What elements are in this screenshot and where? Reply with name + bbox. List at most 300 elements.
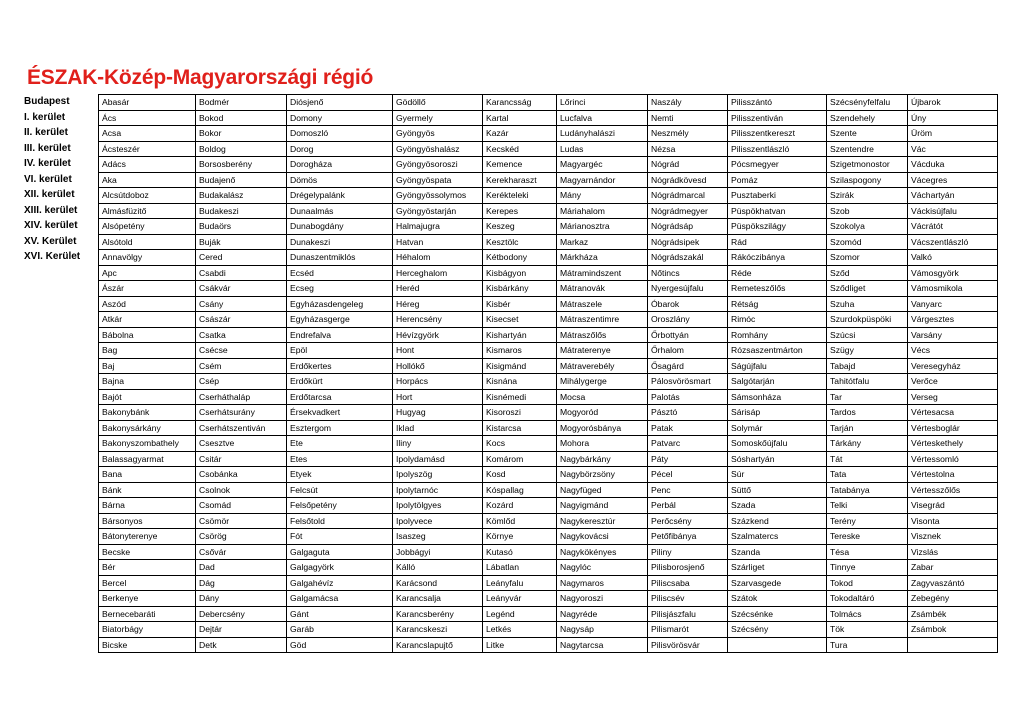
settlement-cell: Mátraszentimre: [557, 312, 648, 328]
settlement-cell: Magyargéc: [557, 157, 648, 173]
settlement-cell: Mátraterenye: [557, 343, 648, 359]
settlement-cell: Visonta: [908, 513, 998, 529]
settlement-cell: Szomód: [827, 234, 908, 250]
table-row: [99, 420, 998, 436]
settlement-cell: Baj: [99, 358, 196, 374]
settlement-cell: Rákóczibánya: [728, 250, 827, 266]
settlement-cell: Piliny: [648, 544, 728, 560]
settlement-cell: Dömös: [287, 172, 393, 188]
settlement-cell: Domoszló: [287, 126, 393, 142]
settlement-cell: Nagytarcsa: [557, 637, 648, 653]
settlement-cell: Alcsútdoboz: [99, 188, 196, 204]
settlement-cell: Szécsény: [728, 622, 827, 638]
settlement-cell: Almásfüzitő: [99, 203, 196, 219]
settlement-cell: Petőfibánya: [648, 529, 728, 545]
table-row: [99, 451, 998, 467]
settlement-cell: Sóshartyán: [728, 451, 827, 467]
settlement-cell: Óbarok: [648, 296, 728, 312]
settlement-cell: Perbál: [648, 498, 728, 514]
district-label: Budapest: [24, 96, 70, 107]
table-row: [99, 560, 998, 576]
settlement-cell: Tárkány: [827, 436, 908, 452]
settlement-cell: Gyöngyössolymos: [393, 188, 483, 204]
settlement-cell: Nógrádsipek: [648, 234, 728, 250]
settlement-cell: Hugyag: [393, 405, 483, 421]
settlement-cell: Veresegyház: [908, 358, 998, 374]
settlement-cell: Pilisborosjenő: [648, 560, 728, 576]
settlement-cell: Szente: [827, 126, 908, 142]
settlement-cell: Nógrádkövesd: [648, 172, 728, 188]
settlement-cell: Hont: [393, 343, 483, 359]
settlement-cell: Vértessomló: [908, 451, 998, 467]
settlement-cell: Márianosztra: [557, 219, 648, 235]
settlement-cell: Pilisszentkereszt: [728, 126, 827, 142]
settlement-cell: Kisbárkány: [483, 281, 557, 297]
settlement-cell: Érsekvadkert: [287, 405, 393, 421]
settlement-cell: Iklad: [393, 420, 483, 436]
settlement-cell: Váchartyán: [908, 188, 998, 204]
settlement-cell: Karácsond: [393, 575, 483, 591]
settlement-cell: Szécsényfelfalu: [827, 95, 908, 111]
table-row: [99, 126, 998, 142]
district-label: XVI. Kerület: [24, 251, 81, 262]
settlement-cell: Debercsény: [196, 606, 287, 622]
settlement-cell: Szécsénke: [728, 606, 827, 622]
settlement-cell: Kazár: [483, 126, 557, 142]
settlement-cell: Nagylóc: [557, 560, 648, 576]
settlement-cell: Nyergesújfalu: [648, 281, 728, 297]
settlement-cell: Környe: [483, 529, 557, 545]
settlement-cell: Heréd: [393, 281, 483, 297]
settlement-cell: Verőce: [908, 374, 998, 390]
settlement-cell: Nagyfüged: [557, 482, 648, 498]
settlement-cell: Bánk: [99, 482, 196, 498]
settlement-cell: Csécse: [196, 343, 287, 359]
settlement-cell: Tinnye: [827, 560, 908, 576]
settlement-cell: Ludas: [557, 141, 648, 157]
table-row: [99, 591, 998, 607]
table-row: [99, 405, 998, 421]
settlement-cell: Mátraszőlős: [557, 327, 648, 343]
settlement-cell: Vécs: [908, 343, 998, 359]
settlement-cell: Ősagárd: [648, 358, 728, 374]
settlement-cell: Magyarnándor: [557, 172, 648, 188]
settlement-cell: Üröm: [908, 126, 998, 142]
settlement-cell: Zagyvaszántó: [908, 575, 998, 591]
settlement-cell: Drégelypalánk: [287, 188, 393, 204]
settlement-cell: Visegrád: [908, 498, 998, 514]
settlement-cell: Gyöngyösoroszi: [393, 157, 483, 173]
settlement-cell: Nógrád: [648, 157, 728, 173]
settlement-cell: Ács: [99, 110, 196, 126]
settlement-cell: Pálosvörösmart: [648, 374, 728, 390]
settlement-cell: Egyházasgerge: [287, 312, 393, 328]
settlement-cell: Bér: [99, 560, 196, 576]
settlement-cell: Cserhátsurány: [196, 405, 287, 421]
settlement-cell: Bokor: [196, 126, 287, 142]
settlement-cell: Alsópetény: [99, 219, 196, 235]
settlement-cell: Ipolyvece: [393, 513, 483, 529]
settlement-cell: Kálló: [393, 560, 483, 576]
settlement-cell: Gödöllő: [393, 95, 483, 111]
settlement-cell: Visznek: [908, 529, 998, 545]
settlement-cell: Legénd: [483, 606, 557, 622]
settlement-cell: Császár: [196, 312, 287, 328]
settlement-cell: Atkár: [99, 312, 196, 328]
settlement-cell: Sződ: [827, 265, 908, 281]
settlement-cell: Erdőkertes: [287, 358, 393, 374]
settlement-cell: Vértesboglár: [908, 420, 998, 436]
settlement-cell: Nézsa: [648, 141, 728, 157]
settlement-cell: Szob: [827, 203, 908, 219]
table-row: [99, 95, 998, 111]
settlement-cell: Kétbodony: [483, 250, 557, 266]
table-row: [99, 622, 998, 638]
settlement-cell: Szada: [728, 498, 827, 514]
settlement-cell: Bajót: [99, 389, 196, 405]
settlement-cell: Patvarc: [648, 436, 728, 452]
settlement-cell: Kisbágyon: [483, 265, 557, 281]
settlement-cell: Rád: [728, 234, 827, 250]
settlement-cell: Nógrádsáp: [648, 219, 728, 235]
settlement-cell: Ipolytarnóc: [393, 482, 483, 498]
settlement-cell: Nagysáp: [557, 622, 648, 638]
settlement-cell: Nagykökényes: [557, 544, 648, 560]
settlement-cell: Csővár: [196, 544, 287, 560]
settlement-cell: Sámsonháza: [728, 389, 827, 405]
settlement-table: [98, 94, 998, 653]
settlement-cell: Isaszeg: [393, 529, 483, 545]
settlement-cell: Karancskeszi: [393, 622, 483, 638]
table-row: [99, 513, 998, 529]
settlement-cell: Bercel: [99, 575, 196, 591]
settlement-cell: Kesztölc: [483, 234, 557, 250]
table-row: [99, 327, 998, 343]
settlement-cell: Szomor: [827, 250, 908, 266]
settlement-cell: Úny: [908, 110, 998, 126]
settlement-cell: Penc: [648, 482, 728, 498]
settlement-cell: Felcsút: [287, 482, 393, 498]
settlement-cell: Pilisszentiván: [728, 110, 827, 126]
settlement-cell: Csesztve: [196, 436, 287, 452]
settlement-cell: Mohora: [557, 436, 648, 452]
settlement-cell: Somoskőújfalu: [728, 436, 827, 452]
settlement-cell: Bajna: [99, 374, 196, 390]
settlement-cell: Zsámbok: [908, 622, 998, 638]
settlement-cell: Gyöngyöspata: [393, 172, 483, 188]
settlement-cell: Nógrádmarcal: [648, 188, 728, 204]
settlement-cell: Kemence: [483, 157, 557, 173]
settlement-cell: Apc: [99, 265, 196, 281]
settlement-cell: Súr: [728, 467, 827, 483]
district-label: III. kerület: [24, 142, 71, 154]
table-row: [99, 374, 998, 390]
settlement-cell: Horpács: [393, 374, 483, 390]
settlement-cell: Alsótold: [99, 234, 196, 250]
settlement-cell: Berkenye: [99, 591, 196, 607]
settlement-cell: Zebegény: [908, 591, 998, 607]
district-label: VI. kerület: [24, 173, 72, 185]
settlement-cell: Galgahévíz: [287, 575, 393, 591]
settlement-cell: Dág: [196, 575, 287, 591]
settlement-cell: Cered: [196, 250, 287, 266]
settlement-cell: Herencsény: [393, 312, 483, 328]
settlement-cell: Vácegres: [908, 172, 998, 188]
settlement-cell: Abasár: [99, 95, 196, 111]
settlement-cell: Felsőtold: [287, 513, 393, 529]
settlement-cell: Kocs: [483, 436, 557, 452]
settlement-cell: Karancslapujtő: [393, 637, 483, 653]
district-label: IV. kerület: [24, 158, 71, 169]
settlement-cell: Nógrádszakál: [648, 250, 728, 266]
settlement-cell: Kisbér: [483, 296, 557, 312]
settlement-cell: Csém: [196, 358, 287, 374]
settlement-cell: Pásztó: [648, 405, 728, 421]
settlement-cell: Szátok: [728, 591, 827, 607]
settlement-cell: Őrhalom: [648, 343, 728, 359]
district-label: XIV. kerület: [24, 220, 78, 231]
settlement-cell: Szalmatercs: [728, 529, 827, 545]
settlement-cell: Máriahalom: [557, 203, 648, 219]
settlement-cell: Tök: [827, 622, 908, 638]
settlement-cell: Sződliget: [827, 281, 908, 297]
page-title: ÉSZAK-Közép-Magyarországi régió: [27, 66, 374, 89]
settlement-cell: Vértesszőlős: [908, 482, 998, 498]
settlement-cell: Pilisvörösvár: [648, 637, 728, 653]
settlement-cell: Palotás: [648, 389, 728, 405]
settlement-cell: Gyöngyös: [393, 126, 483, 142]
settlement-cell: Annavölgy: [99, 250, 196, 266]
settlement-cell: Markaz: [557, 234, 648, 250]
settlement-cell: Csép: [196, 374, 287, 390]
settlement-cell: Garáb: [287, 622, 393, 638]
settlement-cell: Patak: [648, 420, 728, 436]
settlement-cell: Detk: [196, 637, 287, 653]
table-row: [99, 529, 998, 545]
settlement-cell: Tokodaltáró: [827, 591, 908, 607]
settlement-cell: Mátraverebély: [557, 358, 648, 374]
table-row: [99, 575, 998, 591]
settlement-cell: Leányfalu: [483, 575, 557, 591]
table-row: [99, 110, 998, 126]
table-row: [99, 203, 998, 219]
settlement-cell: Galgamácsa: [287, 591, 393, 607]
district-label: I. kerület: [24, 111, 66, 123]
settlement-cell: Dorogháza: [287, 157, 393, 173]
settlement-cell: Ászár: [99, 281, 196, 297]
table-row: [99, 343, 998, 359]
settlement-cell: Márkháza: [557, 250, 648, 266]
settlement-cell: Cserhátszentiván: [196, 420, 287, 436]
settlement-cell: Süttő: [728, 482, 827, 498]
settlement-cell: Piliscsév: [648, 591, 728, 607]
settlement-cell: Kerekharaszt: [483, 172, 557, 188]
table-row: [99, 436, 998, 452]
settlement-cell: Kisnána: [483, 374, 557, 390]
settlement-cell: Csobánka: [196, 467, 287, 483]
settlement-cell: Gyermely: [393, 110, 483, 126]
settlement-cell: Tata: [827, 467, 908, 483]
settlement-cell: Dad: [196, 560, 287, 576]
table-row: [99, 312, 998, 328]
settlement-cell: Réde: [728, 265, 827, 281]
settlement-cell: Buják: [196, 234, 287, 250]
settlement-cell: Kisoroszi: [483, 405, 557, 421]
table-row: [99, 498, 998, 514]
settlement-cell: Csörög: [196, 529, 287, 545]
settlement-cell: Tát: [827, 451, 908, 467]
settlement-cell: Neszmély: [648, 126, 728, 142]
settlement-cell: Egyházasdengeleg: [287, 296, 393, 312]
settlement-cell: Ipolyszög: [393, 467, 483, 483]
settlement-cell: Pomáz: [728, 172, 827, 188]
settlement-cell: Nőtincs: [648, 265, 728, 281]
settlement-cell: Göd: [287, 637, 393, 653]
settlement-cell: Letkés: [483, 622, 557, 638]
settlement-cell: Mogyorósbánya: [557, 420, 648, 436]
settlement-cell: Cserháthaláp: [196, 389, 287, 405]
settlement-cell: Lucfalva: [557, 110, 648, 126]
settlement-cell: Szirák: [827, 188, 908, 204]
settlement-cell: Nagykeresztúr: [557, 513, 648, 529]
settlement-cell: Szúcsi: [827, 327, 908, 343]
settlement-cell: [908, 637, 998, 653]
settlement-cell: Pilismarót: [648, 622, 728, 638]
settlement-cell: Bársonyos: [99, 513, 196, 529]
settlement-cell: Dunabogdány: [287, 219, 393, 235]
settlement-cell: Nagykovácsi: [557, 529, 648, 545]
settlement-cell: Kecskéd: [483, 141, 557, 157]
settlement-cell: Bokod: [196, 110, 287, 126]
settlement-cell: Budakalász: [196, 188, 287, 204]
settlement-cell: Balassagyarmat: [99, 451, 196, 467]
table-row: [99, 250, 998, 266]
settlement-cell: Vácrátót: [908, 219, 998, 235]
table-row: [99, 296, 998, 312]
settlement-cell: Váckisújfalu: [908, 203, 998, 219]
settlement-cell: Püspökhatvan: [728, 203, 827, 219]
settlement-cell: Gyöngyöshalász: [393, 141, 483, 157]
settlement-cell: Pécel: [648, 467, 728, 483]
settlement-cell: Mátramindszent: [557, 265, 648, 281]
settlement-cell: Adács: [99, 157, 196, 173]
settlement-cell: Fót: [287, 529, 393, 545]
settlement-cell: Dejtár: [196, 622, 287, 638]
settlement-cell: Dány: [196, 591, 287, 607]
settlement-cell: Komárom: [483, 451, 557, 467]
settlement-cell: Terény: [827, 513, 908, 529]
settlement-cell: Acsa: [99, 126, 196, 142]
settlement-cell: Dunakeszi: [287, 234, 393, 250]
settlement-cell: Leányvár: [483, 591, 557, 607]
settlement-cell: Kerékteleki: [483, 188, 557, 204]
settlement-cell: Nagybörzsöny: [557, 467, 648, 483]
settlement-cell: Vérteskethely: [908, 436, 998, 452]
settlement-cell: Bana: [99, 467, 196, 483]
settlement-cell: Bátonyterenye: [99, 529, 196, 545]
settlement-cell: Pilisjászfalu: [648, 606, 728, 622]
district-label: XIII. kerület: [24, 204, 78, 216]
settlement-cell: Piliscsaba: [648, 575, 728, 591]
settlement-cell: Bakonybánk: [99, 405, 196, 421]
settlement-cell: Zsámbék: [908, 606, 998, 622]
settlement-cell: Szarvasgede: [728, 575, 827, 591]
settlement-cell: Nagyigmánd: [557, 498, 648, 514]
settlement-cell: Mátraszele: [557, 296, 648, 312]
table-row: [99, 544, 998, 560]
settlement-cell: Kisecset: [483, 312, 557, 328]
settlement-cell: Kistarcsa: [483, 420, 557, 436]
settlement-cell: Aszód: [99, 296, 196, 312]
settlement-cell: Budajenő: [196, 172, 287, 188]
settlement-cell: Erdőkürt: [287, 374, 393, 390]
table-row: [99, 389, 998, 405]
settlement-cell: Galgaguta: [287, 544, 393, 560]
settlement-cell: Tereske: [827, 529, 908, 545]
settlement-cell: Dunaalmás: [287, 203, 393, 219]
table-row: [99, 157, 998, 173]
settlement-cell: Vanyarc: [908, 296, 998, 312]
settlement-cell: Kismaros: [483, 343, 557, 359]
settlement-cell: Pócsmegyer: [728, 157, 827, 173]
settlement-cell: Erdőtarcsa: [287, 389, 393, 405]
settlement-cell: Jobbágyi: [393, 544, 483, 560]
settlement-cell: Halmajugra: [393, 219, 483, 235]
settlement-cell: Biatorbágy: [99, 622, 196, 638]
settlement-cell: Galgagyörk: [287, 560, 393, 576]
settlement-cell: Kóspallag: [483, 482, 557, 498]
table-row: [99, 467, 998, 483]
settlement-cell: Mogyoród: [557, 405, 648, 421]
settlement-cell: Csömör: [196, 513, 287, 529]
settlement-cell: Kartal: [483, 110, 557, 126]
settlement-cell: Lőrinci: [557, 95, 648, 111]
settlement-cell: Oroszlány: [648, 312, 728, 328]
settlement-cell: Tardos: [827, 405, 908, 421]
settlement-cell: Zabar: [908, 560, 998, 576]
settlement-cell: Püspökszilágy: [728, 219, 827, 235]
settlement-cell: Szilaspogony: [827, 172, 908, 188]
settlement-cell: Mány: [557, 188, 648, 204]
settlement-cell: Kutasó: [483, 544, 557, 560]
settlement-cell: Csány: [196, 296, 287, 312]
settlement-cell: Dunaszentmiklós: [287, 250, 393, 266]
settlement-cell: Ácsteszér: [99, 141, 196, 157]
settlement-cell: Dorog: [287, 141, 393, 157]
settlement-cell: Solymár: [728, 420, 827, 436]
settlement-cell: Nagyoroszi: [557, 591, 648, 607]
settlement-cell: Ludányhalászi: [557, 126, 648, 142]
table-row: [99, 358, 998, 374]
settlement-cell: Diósjenő: [287, 95, 393, 111]
settlement-cell: Pusztaberki: [728, 188, 827, 204]
settlement-cell: Nagymaros: [557, 575, 648, 591]
settlement-cell: Vámosmikola: [908, 281, 998, 297]
settlement-cell: Verseg: [908, 389, 998, 405]
settlement-cell: Csatka: [196, 327, 287, 343]
settlement-cell: Szügy: [827, 343, 908, 359]
settlement-cell: Mátranovák: [557, 281, 648, 297]
table-row: [99, 482, 998, 498]
settlement-cell: Romhány: [728, 327, 827, 343]
settlement-cell: Etes: [287, 451, 393, 467]
settlement-cell: Szurdokpüspöki: [827, 312, 908, 328]
settlement-cell: Tarján: [827, 420, 908, 436]
settlement-cell: Mihálygerge: [557, 374, 648, 390]
settlement-cell: Esztergom: [287, 420, 393, 436]
settlement-cell: Perőcsény: [648, 513, 728, 529]
settlement-cell: Százkend: [728, 513, 827, 529]
